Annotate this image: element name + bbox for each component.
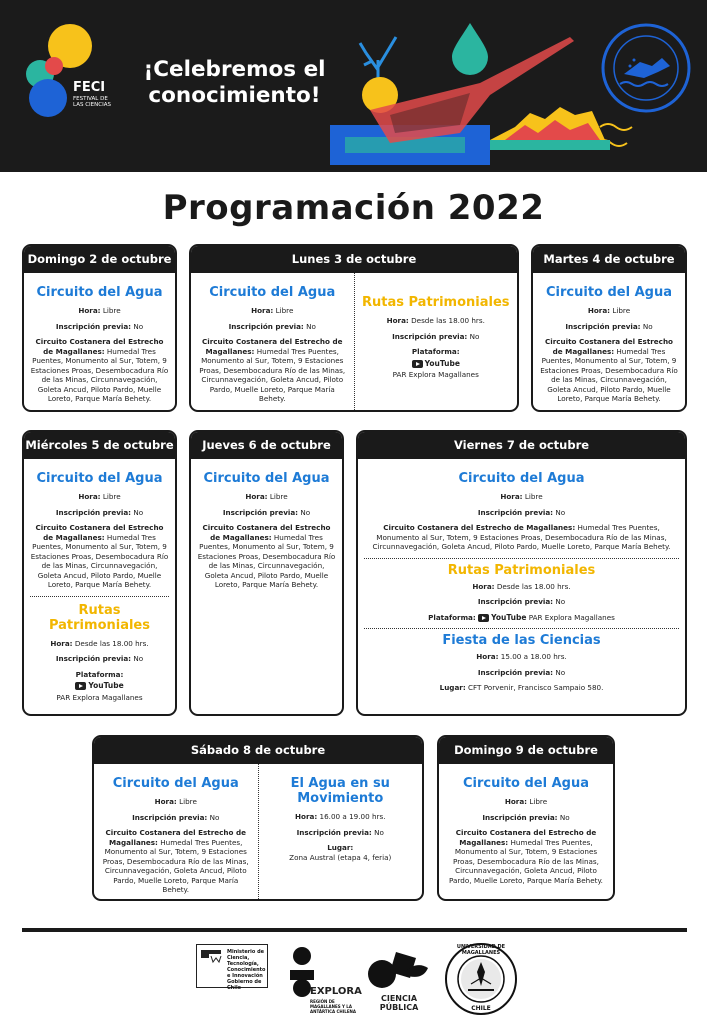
day-card-sabado-8 — [92, 735, 424, 901]
explora-logo — [280, 944, 362, 1014]
day-header: Miércoles 5 de octubre — [24, 432, 175, 459]
inscripcion-label: Inscripción previa: — [228, 321, 304, 331]
day-card-jueves-6 — [189, 430, 344, 716]
circuito-desc-label: Circuito Costanera del Estrecho de Magallanes: — [383, 523, 576, 532]
inscripcion-value: No — [306, 321, 316, 331]
hora-value: Libre — [269, 492, 288, 501]
hora-value: 16.00 a 19.00 hrs. — [319, 812, 386, 821]
plataforma-label: Plataforma: — [411, 347, 460, 356]
inscripcion-value: No — [555, 597, 566, 606]
divider — [30, 596, 169, 597]
circuito-desc-label: Circuito Costanera del Estrecho de Magallanes: — [201, 337, 343, 356]
hora-value: Libre — [102, 306, 121, 315]
hora-value: 15.00 a 18.00 hrs. — [500, 652, 567, 662]
hora-value: Libre — [275, 306, 294, 315]
hora-label: Hora: — [386, 316, 409, 325]
activity-title: Rutas Patrimoniales — [447, 562, 596, 578]
divider — [364, 558, 679, 559]
ship-illustration-icon — [330, 15, 640, 172]
day-card-lunes-3 — [189, 244, 519, 412]
hora-value: Libre — [612, 306, 631, 315]
hora-label: Hora: — [472, 581, 495, 591]
par-explora: PAR Explora Magallanes — [528, 612, 615, 622]
footer-divider — [22, 928, 687, 932]
activity-title: Circuito del Agua — [36, 471, 163, 486]
inscripcion-label: Inscripción previa: — [55, 321, 132, 331]
inscripcion-label: Inscripción previa: — [477, 597, 554, 606]
youtube-icon — [75, 682, 86, 690]
circuito-desc-label: Circuito Costanera del Estrecho de Magallanes: — [35, 523, 164, 542]
gobierno-text: Gobierno de Chile — [227, 979, 262, 991]
hora-value: Libre — [524, 492, 543, 501]
youtube-label: YouTube — [88, 681, 124, 691]
circuito-desc: Humedal Tres Puentes, Monumento al Sur, Totem, 9 Estaciones Proas, Desembocadura Río de las Minas, Circunnavegación, Goleta Ancud, Piloto Pardo, Muelle Loreto, Parque María Behety. — [102, 837, 249, 894]
youtube-icon — [478, 614, 489, 622]
ministerio-text: Ministerio de Ciencia, Tecnología, Conocimiento e Innovación — [227, 949, 266, 979]
activity-title: Circuito del Agua — [112, 776, 239, 791]
circuito-desc: Humedal Tres Puentes, Monumento al Sur, Totem, 9 Estaciones Proas, Desembocadura Río de las Minas, Circunnavegación, Goleta Ancud, Piloto Pardo, Muelle Loreto, Parque María Behety. — [197, 532, 336, 589]
activity-title: Circuito del Agua — [36, 285, 163, 300]
hora-label: Hora: — [504, 797, 528, 806]
inscripcion-value: No — [133, 507, 144, 517]
hora-value: Libre — [529, 797, 548, 806]
inscripcion-value: No — [559, 812, 570, 822]
inscripcion-value: No — [642, 321, 653, 331]
activity-title: Rutas Patrimoniales — [48, 602, 150, 633]
page-title: Programación 2022 — [162, 188, 545, 228]
activity-title: Rutas Patrimoniales — [361, 295, 510, 310]
day-header: Sábado 8 de octubre — [94, 737, 422, 764]
circuito-desc-label: Circuito Costanera del Estrecho de Magallanes: — [455, 828, 597, 847]
activity-title: El Agua en su Movimiento — [290, 776, 390, 806]
circuito-desc-label: Circuito Costanera del Estrecho de Magallanes: — [35, 337, 164, 356]
inscripcion-value: No — [133, 654, 144, 663]
inscripcion-value: No — [469, 331, 480, 341]
inscripcion-label: Inscripción previa: — [392, 331, 468, 341]
hora-value: Desde las 18.00 hrs. — [411, 316, 485, 325]
activity-title: Fiesta de las Ciencias — [442, 633, 601, 649]
hora-label: Hora: — [476, 652, 499, 662]
banner-headline: ¡Celebremos el conocimiento! — [143, 57, 326, 108]
activity-title: Circuito del Agua — [209, 285, 336, 300]
ciencia-publica-text: CIENCIA PÚBLICA — [379, 994, 419, 1012]
day-card-miercoles-5 — [22, 430, 177, 716]
lugar-label: Lugar: — [439, 683, 466, 693]
hora-label: Hora: — [295, 812, 318, 821]
activity-title: Circuito del Agua — [203, 471, 330, 486]
circuito-desc: Humedal Tres Puentes, Monumento al Sur, Totem, 9 Estaciones Proas, Desembocadura Río de las Minas, Circunnavegación, Goleta Ancud, Piloto Pardo, Muelle Loreto, Parque María Behety. — [372, 523, 671, 551]
inscripcion-label: Inscripción previa: — [477, 667, 554, 677]
feci-subtitle: FESTIVAL DE LAS CIENCIAS — [73, 96, 111, 109]
inscripcion-label: Inscripción previa: — [132, 812, 208, 822]
lugar-label: Lugar: — [327, 843, 354, 852]
region-magallanes-seal-icon — [600, 22, 692, 114]
explora-text: EXPLORA — [310, 986, 362, 997]
university-country: CHILE — [471, 1005, 491, 1012]
inscripcion-value: No — [133, 321, 144, 331]
inscripcion-label: Inscripción previa: — [296, 827, 372, 837]
universidad-magallanes-seal — [444, 942, 518, 1016]
activity-title: Circuito del Agua — [458, 471, 585, 486]
hora-label: Hora: — [500, 492, 523, 501]
header-banner — [0, 0, 707, 172]
youtube-label: YouTube — [424, 358, 460, 368]
day-card-domingo-2 — [22, 244, 177, 412]
hora-label: Hora: — [78, 492, 101, 501]
hora-label: Hora: — [50, 638, 73, 648]
hora-value: Libre — [102, 492, 121, 501]
youtube-logo[interactable] — [75, 681, 123, 691]
lugar-value: Zona Austral (etapa 4, feria) — [289, 852, 392, 862]
divider — [364, 628, 679, 629]
inscripcion-label: Inscripción previa: — [477, 507, 554, 517]
day-card-domingo-9 — [437, 735, 615, 901]
inscripcion-value: No — [209, 812, 220, 822]
youtube-icon — [412, 360, 423, 368]
university-name: UNIVERSIDAD DE MAGALLANES — [456, 944, 506, 956]
hora-label: Hora: — [78, 306, 101, 315]
hora-label: Hora: — [245, 492, 268, 501]
inscripcion-label: Inscripción previa: — [482, 812, 558, 822]
hora-value: Libre — [179, 797, 197, 806]
lugar-value: CFT Porvenir, Francisco Sampaio 580. — [468, 683, 604, 693]
circuito-desc: Humedal Tres Puentes, Monumento al Sur, Totem, 9 Estaciones Proas, Desembocadura Río de las Minas, Circunnavegación, Goleta Ancud, Piloto Pardo, Muelle Loreto, Parque María Behety. — [30, 346, 169, 403]
inscripcion-label: Inscripción previa: — [55, 507, 132, 517]
day-header: Domingo 9 de octubre — [439, 737, 613, 764]
plataforma-label: Plataforma: — [428, 612, 476, 622]
feci-wordmark: FECI — [73, 80, 106, 95]
circuito-desc: Humedal Tres Puentes, Monumento al Sur, Totem, 9 Estaciones Proas, Desembocadura Río de las Minas, Circunnavegación, Goleta Ancud, Piloto Pardo, Muelle Loreto, Parque María Behety. — [540, 346, 678, 403]
activity-title: Circuito del Agua — [463, 776, 589, 791]
day-header: Jueves 6 de octubre — [191, 432, 342, 459]
hora-label: Hora: — [587, 306, 611, 315]
day-header: Viernes 7 de octubre — [358, 432, 685, 459]
circuito-desc-label: Circuito Costanera del Estrecho de Magallanes: — [202, 523, 331, 542]
circuito-desc: Humedal Tres Puentes, Monumento al Sur, Totem, 9 Estaciones Proas, Desembocadura Río de las Minas, Circunnavegación, Goleta Ancud, Piloto Pardo, Muelle Loreto, Parque María Behety. — [449, 837, 603, 885]
activity-title: Circuito del Agua — [546, 285, 672, 300]
hora-label: Hora: — [154, 797, 177, 806]
inscripcion-value: No — [555, 507, 566, 517]
ciencia-publica-logo — [362, 944, 436, 1014]
circuito-desc: Humedal Tres Puentes, Monumento al Sur, Totem, 9 Estaciones Proas, Desembocadura Río de las Minas, Circunnavegación, Goleta Ancud, Piloto Pardo, Muelle Loreto, Parque María Behety. — [30, 532, 169, 589]
inscripcion-label: Inscripción previa: — [565, 321, 641, 331]
inscripcion-label: Inscripción previa: — [222, 507, 299, 517]
day-card-martes-4 — [531, 244, 687, 412]
inscripcion-value: No — [555, 667, 566, 677]
explora-subtext: REGIÓN DE MAGALLANES Y LA ANTÁRTICA CHILENA — [310, 999, 356, 1014]
hora-value: Desde las 18.00 hrs. — [496, 581, 571, 591]
youtube-logo[interactable] — [478, 613, 526, 623]
day-header: Martes 4 de octubre — [533, 246, 685, 273]
inscripcion-value: No — [300, 507, 311, 517]
inscripcion-label: Inscripción previa: — [55, 654, 132, 663]
chile-crest-icon — [199, 948, 223, 968]
day-card-viernes-7 — [356, 430, 687, 716]
ministerio-logo — [196, 944, 268, 991]
hora-label: Hora: — [251, 306, 274, 315]
hora-value: Desde las 18.00 hrs. — [74, 638, 149, 648]
day-header: Lunes 3 de octubre — [191, 246, 517, 273]
plataforma-label: Plataforma: — [75, 669, 124, 679]
circuito-desc: Humedal Tres Puentes, Monumento al Sur, Totem, 9 Estaciones Proas, Desembocadura Río de las Minas, Circunnavegación, Goleta Ancud, Piloto Pardo, Muelle Loreto, Parque María Behety. — [199, 346, 346, 403]
youtube-label: YouTube — [491, 612, 527, 622]
par-explora: PAR Explora Magallanes — [56, 692, 143, 702]
circuito-desc-label: Circuito Costanera del Estrecho de Magallanes: — [544, 337, 673, 356]
inscripcion-value: No — [374, 827, 384, 837]
circuito-desc-label: Circuito Costanera del Estrecho de Magallanes: — [105, 828, 247, 847]
ciencia-publica-mark-icon — [362, 944, 436, 994]
day-header: Domingo 2 de octubre — [24, 246, 175, 273]
youtube-logo[interactable] — [412, 359, 460, 369]
par-explora: PAR Explora Magallanes — [392, 370, 479, 380]
